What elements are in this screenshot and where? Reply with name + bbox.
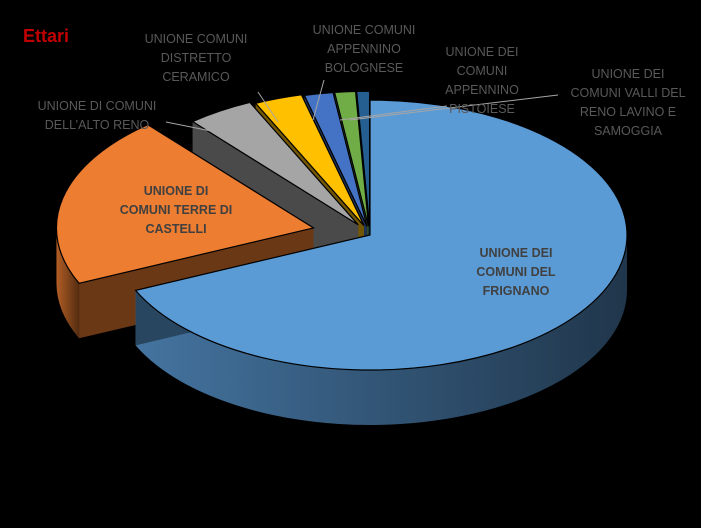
slice-label: UNIONE COMUNI APPENNINO BOLOGNESE	[312, 23, 416, 75]
slice-label: UNIONE COMUNI DISTRETTO CERAMICO	[144, 32, 248, 84]
slice-label: UNIONE DI COMUNI TERRE DI CASTELLI	[119, 184, 233, 236]
slice-label: UNIONE DI COMUNI DELL’ALTO RENO	[37, 99, 157, 132]
slice-label: UNIONE DEI COMUNI DEL FRIGNANO	[476, 246, 556, 298]
chart-title: Ettari	[23, 26, 70, 46]
slice-label: UNIONE DEI COMUNI APPENNINO PISTOIESE	[445, 45, 519, 116]
slice-label: UNIONE DEI COMUNI VALLI DEL RENO LAVINO E SAMOGGIA	[570, 67, 686, 138]
